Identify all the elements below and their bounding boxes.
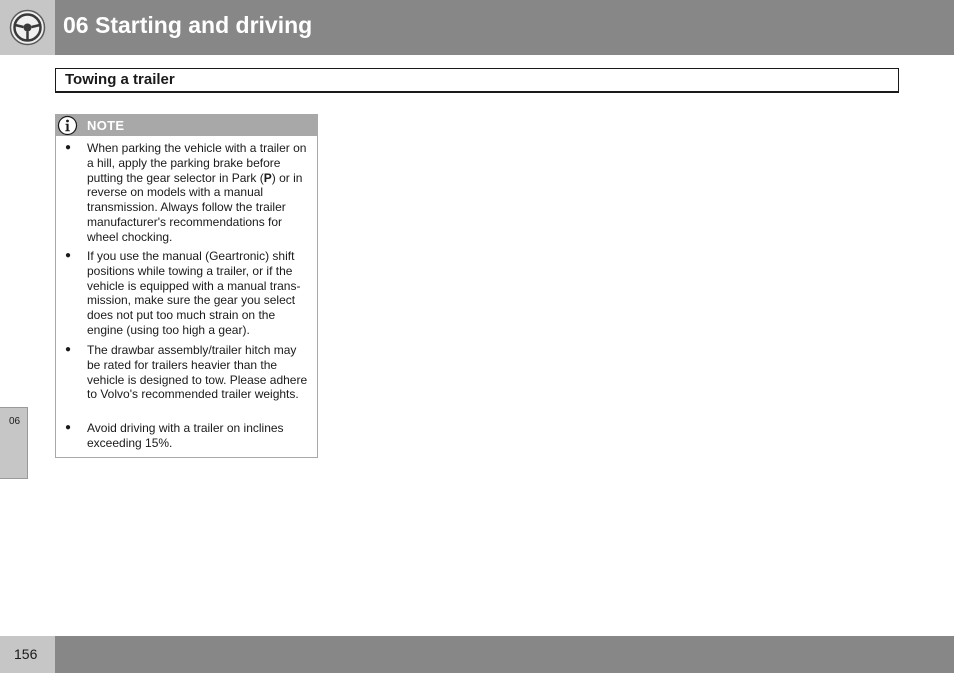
chapter-logo (0, 0, 55, 55)
list-item-text: The drawbar assembly/trailer hitch may be rated for trailers heavier than the vehicle is designed to tow. Please adhere to Volvo's recommended trailer weights. (87, 343, 308, 402)
side-tab-label: 06 (9, 416, 21, 427)
section-heading-bar (55, 68, 899, 93)
page-number: 156 (14, 646, 38, 662)
bullet-icon: ● (65, 344, 72, 355)
list-item (65, 141, 311, 245)
chapter-header (0, 0, 954, 55)
list-item-text: If you use the manual (Geartronic) shift positions while towing a trailer, or if the vehicle is equipped with a manual trans-mission, make sure the gear you select does not put too much strain on the engine (using too high a gear). (87, 249, 301, 337)
chapter-title: 06 Starting and driving (63, 12, 313, 38)
steering-wheel-icon (9, 9, 46, 46)
list-item-text: Avoid driving with a trailer on inclines exceeding 15%. (87, 421, 284, 450)
footer-bar (55, 636, 954, 673)
info-icon (57, 115, 78, 136)
list-item-text: When parking the vehicle with a trailer on a hill, apply the parking brake before putting the gear selector in Park (P) or in reverse on models with a manual transmission. Always follow the trailer manufacturer's recommendations for wheel chocking. (87, 141, 307, 244)
bullet-icon: ● (65, 250, 72, 261)
bullet-icon: ● (65, 142, 72, 153)
note-box (55, 114, 318, 458)
list-item (65, 421, 311, 451)
note-header (56, 115, 317, 136)
chapter-side-tab[interactable] (0, 407, 28, 479)
list-item (65, 343, 311, 402)
bullet-icon: ● (65, 422, 72, 433)
list-item (65, 249, 311, 338)
note-label: NOTE (87, 118, 125, 133)
footer-page-box (0, 636, 55, 673)
section-title: Towing a trailer (65, 71, 175, 88)
